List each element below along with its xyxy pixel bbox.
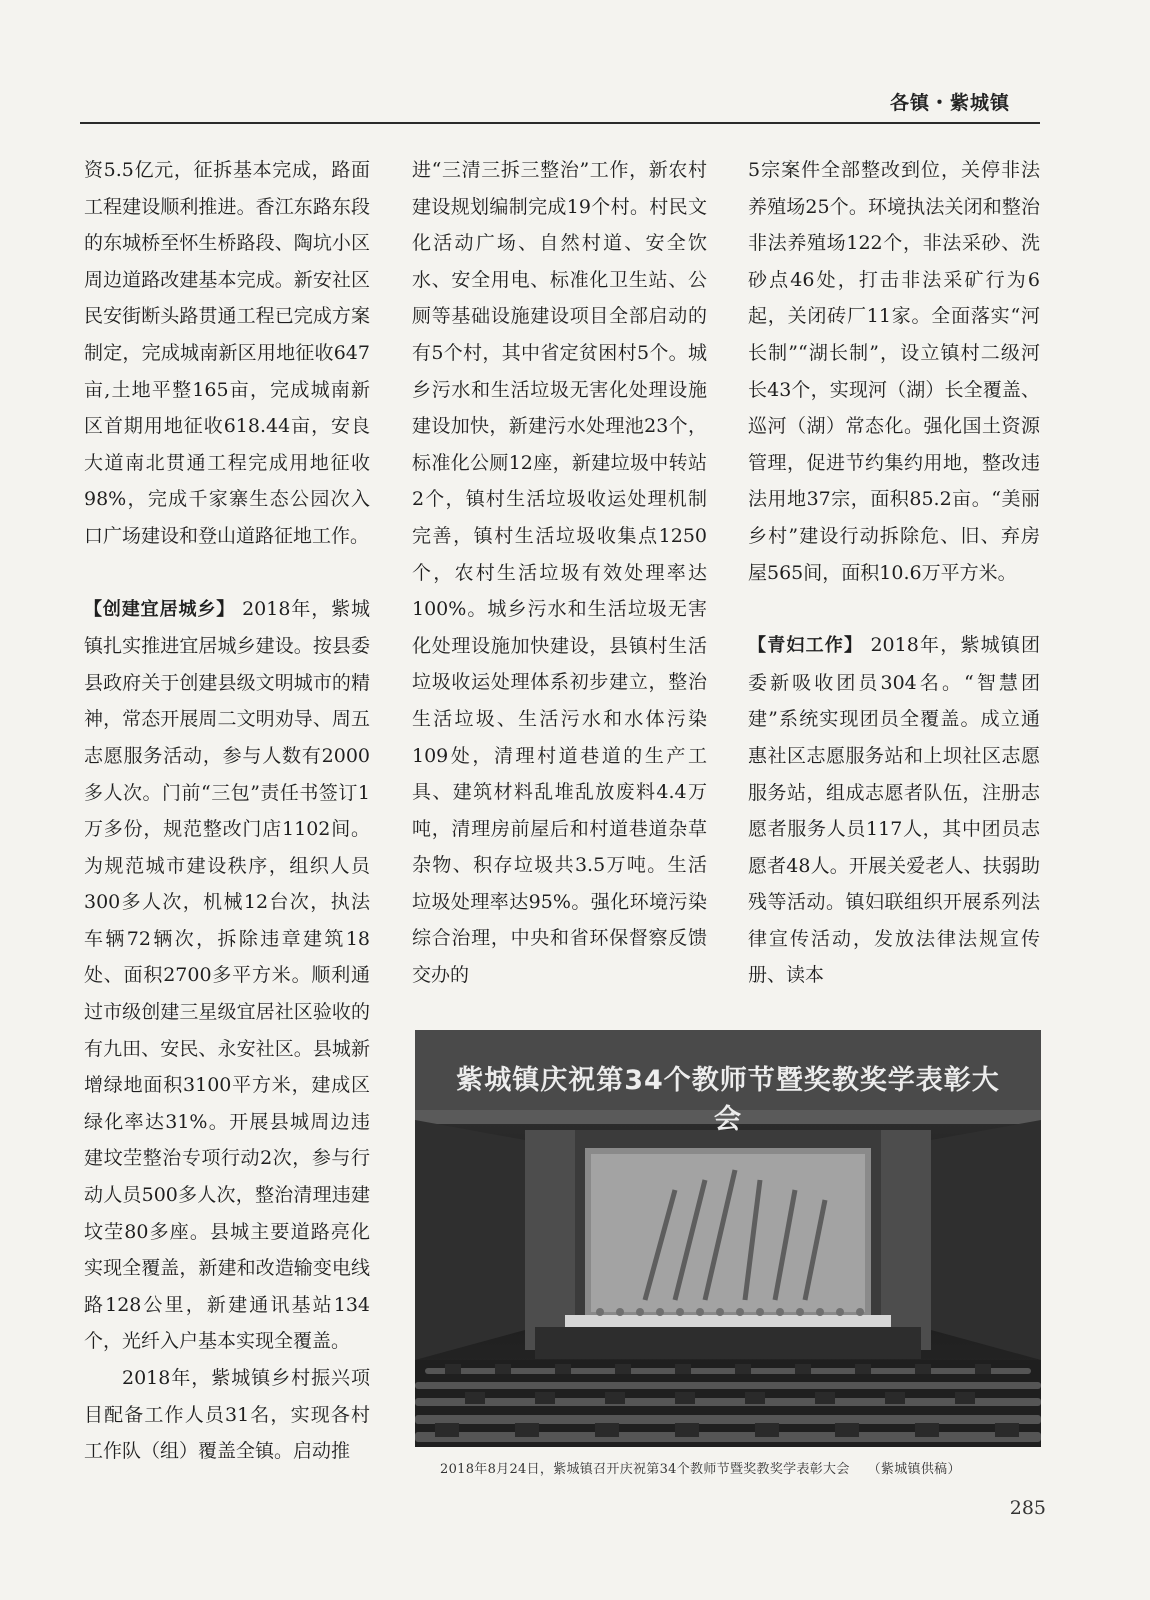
section-title: 【创建宜居城乡】 bbox=[84, 598, 236, 620]
paragraph bbox=[84, 591, 370, 1360]
page-number: 285 bbox=[1009, 1497, 1046, 1519]
paragraph-text: 2018年，紫城镇团委新吸收团员304名。“智慧团建”系统实现团员全覆盖。成立通惠社区志愿服务站和上坝社区志愿服务站，组成志愿者队伍，注册志愿者服务人员117人，其中团员志愿者48人。开展关爱老人、扶弱助残等活动。镇妇联组织开展系列法律宣传活动，发放法律法规宣传册、读本 bbox=[748, 634, 1040, 987]
paragraph: 2018年，紫城镇乡村振兴项目配备工作人员31名，实现各村工作队（组）覆盖全镇。启动推 bbox=[84, 1367, 370, 1463]
paragraph: 5宗案件全部整改到位，关停非法养殖场25个。环境执法关闭和整治非法养殖场122个，非法采砂、洗砂点46处，打击非法采矿行为6起，关闭砖厂11家。全面落实“河长制”“湖长制”，设立镇村二级河长43个，实现河（湖）长全覆盖、巡河（湖）常态化。强化国土资源管理，促进节约集约用地，整改违法用地37宗，面积85.2亩。“美丽乡村”建设行动拆除危、旧、弃房屋565间，面积10.6万平方米。 bbox=[748, 159, 1040, 584]
paragraph: 资5.5亿元，征拆基本完成，路面工程建设顺利推进。香江东路东段的东城桥至怀生桥路段、陶坑小区周边道路改建基本完成。新安社区民安街断头路贯通工程已完成方案制定，完成城南新区用地征收647亩,土地平整165亩，完成城南新区首期用地征收618.44亩，安良大道南北贯通工程完成用地征收98%，完成千家寨生态公园次入口广场建设和登山道路征地工作。 bbox=[84, 159, 370, 547]
paragraph-text: 2018年，紫城镇扎实推进宜居城乡建设。按县委县政府关于创建县级文明城市的精神，常态开展周二文明劝导、周五志愿服务活动，参与人数有2000多人次。门前“三包”责任书签订1万多份，规范整改门店1102间。为规范城市建设秩序，组织人员300多人次，机械12台次，执法车辆72辆次，拆除违章建筑18处、面积2700多平方米。顺利通过市级创建三星级宜居社区验收的有九田、安民、永安社区。县城新增绿地面积3100平方米，建成区绿化率达31%。开展县城周边违建坟茔整治专项行动2次，参与行动人员500多人次，整治清理违建坟茔80多座。县城主要道路亮化实现全覆盖，新建和改造输变电线路128公里，新建通讯基站134个，光纤入户基本实现全覆盖。 bbox=[84, 597, 370, 1353]
running-head: 各镇・紫城镇 bbox=[889, 92, 1010, 114]
text-column-2 bbox=[412, 152, 707, 994]
text-column-3 bbox=[748, 152, 1040, 994]
photo-banner-text: 紫城镇庆祝第34个教师节暨奖教奖学表彰大会 bbox=[456, 1065, 1000, 1135]
header-rule bbox=[80, 122, 1040, 124]
paragraph-gap bbox=[84, 555, 370, 591]
paragraph: 进“三清三拆三整治”工作，新农村建设规划编制完成19个村。村民文化活动广场、自然村道、安全饮水、安全用电、标准化卫生站、公厕等基础设施建设项目全部启动的有5个村，其中省定贫困村5个。城乡污水和生活垃圾无害化处理设施建设加快，新建污水处理池23个，标准化公厕12座，新建垃圾中转站2个，镇村生活垃圾收运处理机制完善，镇村生活垃圾收集点1250个，农村生活垃圾有效处理率达100%。城乡污水和生活垃圾无害化处理设施加快建设，县镇村生活垃圾收运处理体系初步建立，整治生活垃圾、生活污水和水体污染109处，清理村道巷道的生产工具、建筑材料乱堆乱放废料4.4万吨，清理房前屋后和村道巷道杂草杂物、积存垃圾共3.5万吨。生活垃圾处理率达95%。强化环境污染综合治理，中央和省环保督察反馈交办的 bbox=[412, 159, 707, 987]
photo-caption bbox=[440, 1458, 1060, 1477]
paragraph bbox=[748, 627, 1040, 994]
event-photo bbox=[415, 1030, 1041, 1447]
paragraph-gap bbox=[748, 591, 1040, 627]
caption-text: 2018年8月24日，紫城镇召开庆祝第34个教师节暨奖教奖学表彰大会 bbox=[440, 1462, 850, 1477]
text-column-1 bbox=[84, 152, 370, 1470]
caption-credit: （紫城镇供稿） bbox=[867, 1462, 961, 1477]
section-title: 【青妇工作】 bbox=[748, 635, 864, 657]
